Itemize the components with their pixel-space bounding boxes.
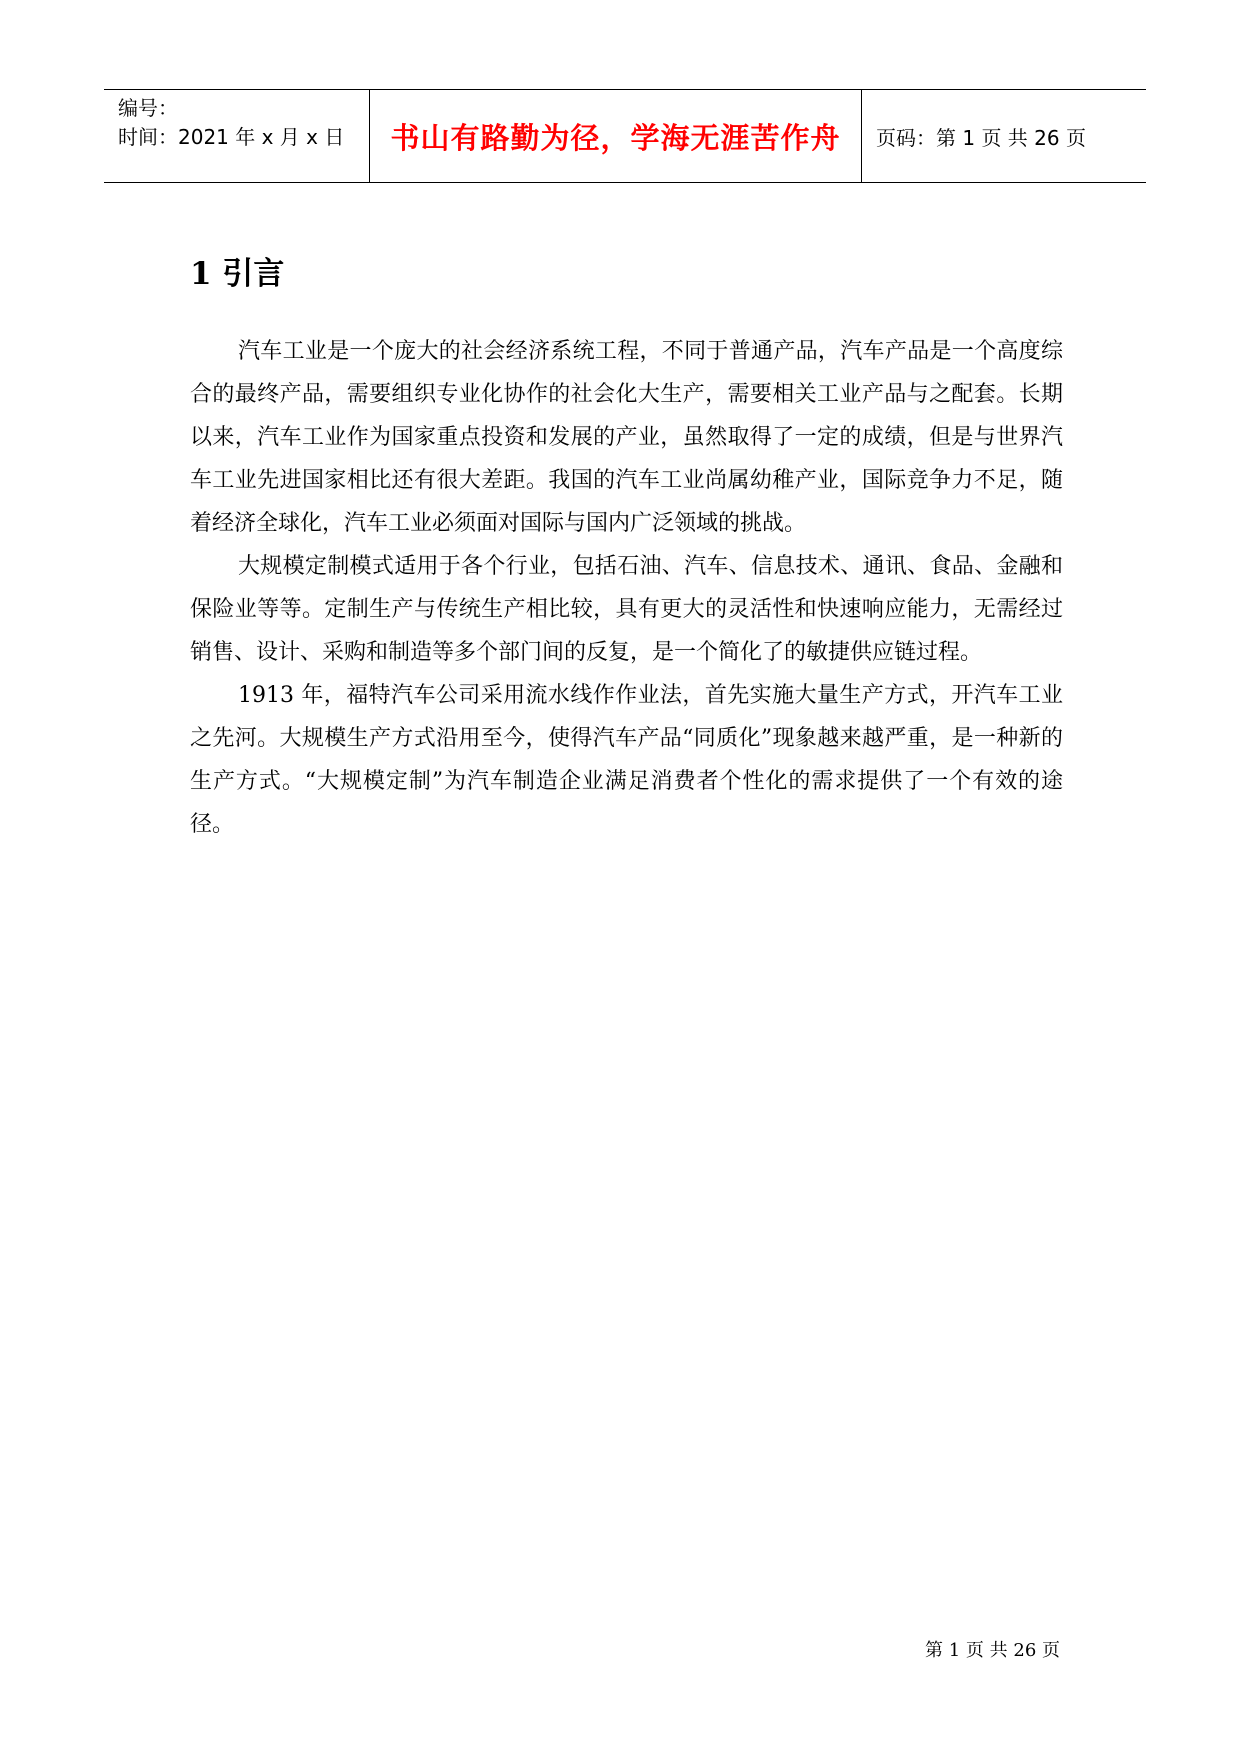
document-header: [104, 89, 1146, 183]
header-motto: 书山有路勤为径，学海无涯苦作舟: [370, 90, 862, 182]
paragraph: 1913 年，福特汽车公司采用流水线作作业法，首先实施大量生产方式，开汽车工业之先河。大规模生产方式沿用至今，使得汽车产品“同质化”现象越来越严重，是一种新的生产方式。“大规模定制”为汽车制造企业满足消费者个性化的需求提供了一个有效的途径。: [190, 683, 1063, 837]
document-number-label: 编号：: [118, 96, 178, 120]
section-heading: 1 引言: [190, 256, 285, 292]
header-page-number: 页码：第 1 页 共 26 页: [876, 125, 1086, 150]
document-body: [190, 330, 1063, 846]
paragraph: 汽车工业是一个庞大的社会经济系统工程，不同于普通产品，汽车产品是一个高度综合的最终产品，需要组织专业化协作的社会化大生产，需要相关工业产品与之配套。长期以来，汽车工业作为国家重点投资和发展的产业，虽然取得了一定的成绩，但是与世界汽车工业先进国家相比还有很大差距。我国的汽车工业尚属幼稚产业，国际竞争力不足，随着经济全球化，汽车工业必须面对国际与国内广泛领域的挑战。: [190, 339, 1063, 536]
paragraph: 大规模定制模式适用于各个行业，包括石油、汽车、信息技术、通讯、食品、金融和保险业等等。定制生产与传统生产相比较，具有更大的灵活性和快速响应能力，无需经过销售、设计、采购和制造等多个部门间的反复，是一个简化了的敏捷供应链过程。: [190, 554, 1063, 665]
document-time-label: 时间：2021 年 x 月 x 日: [118, 125, 345, 149]
header-meta: [104, 90, 370, 182]
page-footer: 第 1 页 共 26 页: [925, 1640, 1060, 1661]
